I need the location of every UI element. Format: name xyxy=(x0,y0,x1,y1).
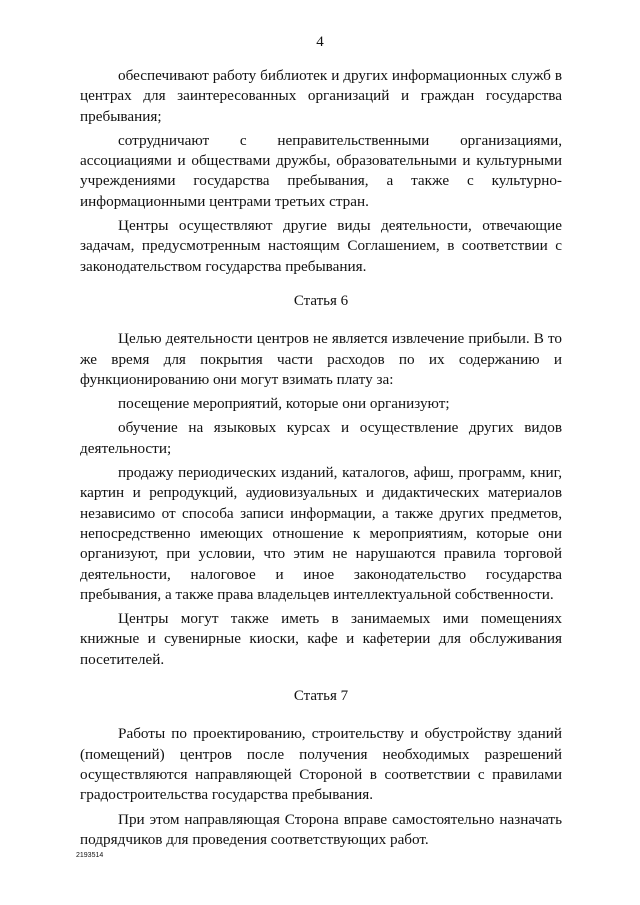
paragraph-libraries: обеспечивают работу библиотек и других информационных служб в центрах для заинтересованных организаций и граждан государства пребывания; xyxy=(80,67,562,125)
article-6-paragraph-events: посещение мероприятий, которые они организуют; xyxy=(118,395,450,413)
page-number: 4 xyxy=(316,34,324,50)
document-code: 2193514 xyxy=(76,852,104,859)
article-7-paragraph-construction: Работы по проектированию, строительству и обустройству зданий (помещений) центров после получения необходимых разрешений осуществляются направляющей Стороной в соответствии с правилами градостроительства государства пребывания. xyxy=(80,725,562,804)
paragraph-other-activities: Центры осуществляют другие виды деятельности, отвечающие задачам, предусмотренным настоящим Соглашением, в соответствии с законодательством государства пребывания. xyxy=(80,217,562,275)
article-6-paragraph-sales: продажу периодических изданий, каталогов, афиш, программ, книг, картин и репродукций, аудиовизуальных и дидактических материалов независимо от способа записи информации, а также других предметов, непосредственно имеющих отношение к мероприятиям, которые они организуют, при условии, что этим не нарушаются правила торговой деятельности, налоговое и иное законодательство государства пребывания, а также права владельцев интеллектуальной собственности. xyxy=(80,464,562,603)
paragraph-cooperation: сотрудничают с неправительственными организациями, ассоциациями и обществами дружбы, образовательными и культурными учреждениями государства пребывания, а также с культурно-информационными центрами третьих стран. xyxy=(80,131,562,210)
article-6-heading: Статья 6 xyxy=(293,292,349,309)
article-6-paragraph-kiosks: Центры могут также иметь в занимаемых ими помещениях книжные и сувенирные киоски, кафе и кафетерии для обслуживания посетителей. xyxy=(80,610,562,668)
article-7-paragraph-contractors: При этом направляющая Сторона вправе самостоятельно назначать подрядчиков для проведения соответствующих работ. xyxy=(80,810,562,848)
document-body xyxy=(80,66,562,854)
article-6-paragraph-purpose: Целью деятельности центров не является извлечение прибыли. В то же время для покрытия части расходов по их содержанию и функционированию они могут взимать плату за: xyxy=(80,330,562,388)
article-7-heading: Статья 7 xyxy=(293,688,349,705)
article-6-paragraph-courses: обучение на языковых курсах и осуществление других видов деятельности; xyxy=(80,419,562,457)
